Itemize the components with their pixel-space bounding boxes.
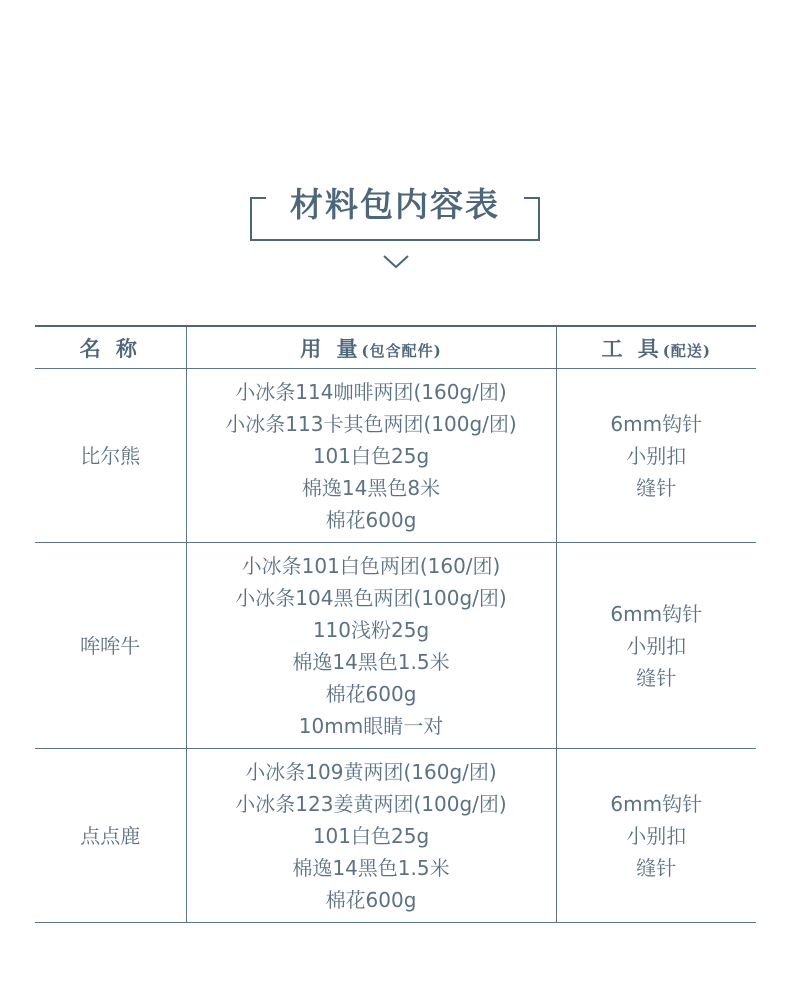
table-row bbox=[35, 369, 756, 543]
material-line: 棉花600g bbox=[325, 681, 417, 706]
header-amount: 用 量(包含配件) bbox=[186, 326, 556, 369]
material-line: 101白色25g bbox=[312, 443, 430, 468]
material-line: 10mm眼睛一对 bbox=[298, 713, 444, 738]
material-line: 小冰条113卡其色两团(100g/团) bbox=[225, 411, 517, 436]
row-materials bbox=[186, 543, 556, 749]
row-tools bbox=[556, 543, 756, 749]
row-tools bbox=[556, 369, 756, 543]
page-title: 材料包内容表 bbox=[290, 185, 500, 224]
tool-line: 6mm钩针 bbox=[610, 601, 703, 626]
material-line: 110浅粉25g bbox=[312, 617, 430, 642]
material-line: 棉逸14黑色1.5米 bbox=[292, 649, 450, 674]
material-line: 小冰条114咖啡两团(160g/团) bbox=[235, 379, 507, 404]
table-row bbox=[35, 543, 756, 749]
material-line: 棉逸14黑色1.5米 bbox=[292, 855, 450, 880]
tool-line: 小别扣 bbox=[626, 633, 687, 658]
material-line: 小冰条109黄两团(160g/团) bbox=[245, 759, 497, 784]
materials-table bbox=[35, 325, 756, 923]
material-line: 101白色25g bbox=[312, 823, 430, 848]
material-line: 小冰条104黑色两团(100g/团) bbox=[235, 585, 507, 610]
tool-line: 缝针 bbox=[636, 855, 677, 880]
row-materials bbox=[186, 749, 556, 923]
material-line: 小冰条101白色两团(160/团) bbox=[241, 553, 501, 578]
tool-line: 缝针 bbox=[636, 665, 677, 690]
row-tools bbox=[556, 749, 756, 923]
tool-line: 6mm钩针 bbox=[610, 791, 703, 816]
chevron-down-icon bbox=[382, 253, 410, 269]
tool-line: 6mm钩针 bbox=[610, 411, 703, 436]
table-row bbox=[35, 749, 756, 923]
material-line: 棉花600g bbox=[325, 507, 417, 532]
table-header-row bbox=[35, 326, 756, 369]
header-name: 名 称 bbox=[35, 326, 186, 369]
header-tools: 工 具(配送) bbox=[556, 326, 756, 369]
material-line: 小冰条123姜黄两团(100g/团) bbox=[235, 791, 507, 816]
tool-line: 缝针 bbox=[636, 475, 677, 500]
material-line: 棉逸14黑色8米 bbox=[301, 475, 441, 500]
title-block bbox=[250, 183, 540, 241]
material-line: 棉花600g bbox=[325, 887, 417, 912]
row-name: 哞哞牛 bbox=[35, 543, 186, 749]
row-name: 比尔熊 bbox=[35, 369, 186, 543]
row-materials bbox=[186, 369, 556, 543]
tool-line: 小别扣 bbox=[626, 443, 687, 468]
row-name: 点点鹿 bbox=[35, 749, 186, 923]
tool-line: 小别扣 bbox=[626, 823, 687, 848]
